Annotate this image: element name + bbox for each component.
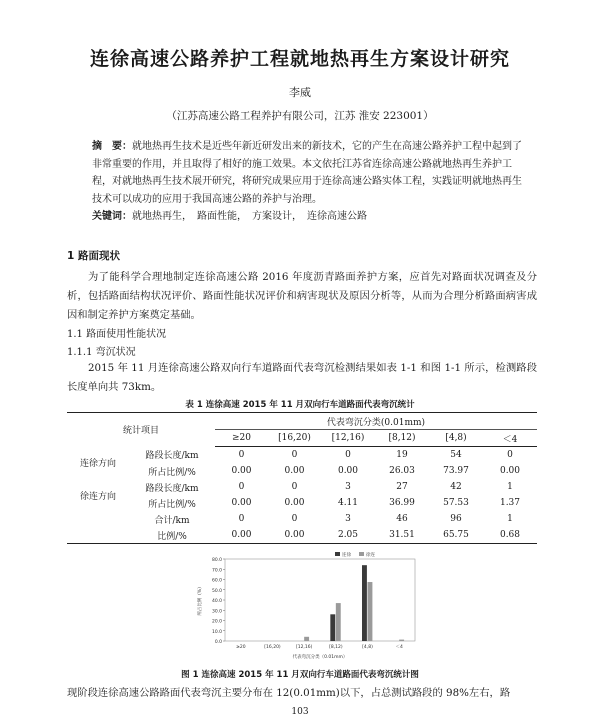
- section-heading-1-1-1: 1.1.1 弯沉状况: [67, 347, 136, 358]
- cell: 0: [238, 514, 245, 524]
- row-group: 徐连方向: [79, 491, 116, 502]
- cell: 0.00: [337, 466, 359, 476]
- y-tick-label: 10.0: [211, 629, 222, 635]
- cell: 0: [291, 450, 298, 460]
- bar-徐连-4: [368, 582, 373, 641]
- col-header: [12,16): [321, 430, 375, 447]
- table-row: [67, 495, 537, 511]
- cell: 0.00: [231, 466, 252, 476]
- legend-swatch-连徐: [335, 552, 340, 556]
- col-header: [16,20): [268, 430, 321, 447]
- paragraph-2: 2015 年 11 月连徐高速公路双向行车道路面代表弯沉检测结果如表 1-1 和图 1-1 所示，检测路段长度单向共 73km。: [67, 362, 537, 393]
- cell: 0: [238, 482, 245, 492]
- cell: 42: [450, 482, 462, 492]
- figure-caption: 图 1 连徐高速 2015 年 11 月双向行车道路面代表弯沉统计图: [181, 670, 419, 680]
- table-row: [67, 527, 537, 544]
- row-group: [67, 527, 129, 544]
- bar-徐连-5: [399, 640, 404, 641]
- y-tick-label: 80.0: [211, 558, 222, 563]
- abstract: [92, 138, 522, 208]
- cell: 54: [450, 450, 462, 460]
- x-tick-label: ≥20: [236, 645, 246, 650]
- legend-label-徐连: 徐连: [366, 553, 375, 558]
- row-item: 路段长度/km: [145, 451, 199, 462]
- table-row: [67, 479, 537, 495]
- cell: 0.00: [284, 466, 305, 476]
- page-number: 103: [291, 707, 309, 717]
- cell: 46: [396, 514, 408, 524]
- keywords: [92, 209, 522, 225]
- cell: 0: [291, 482, 298, 492]
- col-header: [4,8): [429, 430, 483, 447]
- row-item: 路段长度/km: [145, 483, 199, 494]
- x-tick-label: [12,16): [295, 645, 313, 650]
- keywords-label: 关键词：: [92, 211, 132, 222]
- cell: 1: [507, 514, 513, 524]
- col-header: ＜4: [483, 430, 537, 447]
- y-tick-label: 70.0: [211, 568, 222, 574]
- y-tick-label: 40.0: [211, 599, 222, 604]
- paper-title: 连徐高速公路养护工程就地热再生方案设计研究: [89, 48, 510, 70]
- y-tick-label: 20.0: [211, 619, 222, 625]
- section-heading-1-1: 1.1 路面使用性能状况: [67, 329, 167, 340]
- x-tick-label: [4,8): [362, 645, 373, 650]
- cell: 1: [507, 482, 513, 492]
- y-tick-label: 60.0: [211, 578, 222, 584]
- cell: 65.75: [429, 527, 483, 544]
- cell: 0.00: [231, 498, 252, 508]
- cell: 0: [345, 450, 351, 460]
- deflection-bar-chart: [185, 549, 421, 664]
- abstract-label: 摘 要：: [92, 141, 132, 152]
- cell: 73.97: [443, 466, 469, 476]
- row-item: 所占比例/%: [148, 467, 196, 478]
- stat-header: 统计项目: [67, 413, 215, 447]
- cell: 3: [345, 482, 351, 492]
- y-tick-label: 0.0: [214, 640, 222, 645]
- row-group: [67, 511, 129, 527]
- abstract-text: 就地热再生技术是近些年新近研发出来的新技术，它的产生在高速公路养护工程中起到了非常重要的作用，并且取得了相好的施工效果。本文依托江苏省连徐高速公路就地热再生养护工程，对就地热再生技术展开研究，将研究成果应用于连徐高速公路实体工程，实践证明就地热再生技术可以成功的应用于我国高速公路的养护与治理。: [92, 141, 522, 205]
- paragraph-3: 现阶段连徐高速公路路面代表弯沉主要分布在 12(0.01mm)以下，占总测试路段的 98%左右，路: [67, 687, 511, 699]
- cell: 4.11: [337, 498, 359, 508]
- col-header: ≥20: [215, 430, 268, 447]
- x-axis-label: 代表弯沉分类（0.01mm）: [292, 655, 348, 660]
- y-tick-label: 50.0: [211, 588, 222, 594]
- cell: 26.03: [389, 466, 415, 476]
- table-caption: 表 1 连徐高速 2015 年 11 月双向行车道路面代表弯沉统计: [185, 400, 415, 410]
- x-tick-label: ＜4: [395, 645, 403, 650]
- row-item: 合计/km: [154, 515, 190, 526]
- cell: 0: [238, 450, 245, 460]
- paragraph-1: 为了能科学合理地制定连徐高速公路 2016 年度沥青路面养护方案，应首先对路面状况调查及分析，包括路面结构状况评价、路面性能状况评价和病害现状及原因分析等，从而为合理分析路面病害成因和制定养护方案奠定基础。: [67, 271, 537, 321]
- bar-连徐-4: [362, 565, 367, 641]
- table-row: [67, 447, 537, 464]
- cell: 0.00: [284, 498, 305, 508]
- cell: 0.00: [215, 527, 268, 544]
- cell: 19: [396, 450, 408, 460]
- cell: 27: [396, 482, 408, 492]
- cell: 57.53: [443, 498, 469, 508]
- affiliation: （江苏高速公路工程养护有限公司，江苏 淮安 223001）: [166, 110, 434, 122]
- cell: 36.99: [389, 498, 415, 508]
- cell: 0: [291, 514, 298, 524]
- table-row: [67, 511, 537, 527]
- legend-swatch-徐连: [359, 552, 364, 556]
- cell: 3: [345, 514, 351, 524]
- bar-徐连-2: [304, 637, 309, 641]
- cell: 0.68: [483, 527, 537, 544]
- deflection-table: [67, 412, 537, 544]
- cell: 0.00: [499, 466, 521, 476]
- table-row: [67, 463, 537, 479]
- bar-连徐-3: [330, 614, 335, 641]
- plot-area: [225, 559, 415, 641]
- group-header: 代表弯沉分类(0.01mm): [215, 413, 537, 430]
- cell: 96: [450, 514, 462, 524]
- row-item: 所占比例/%: [148, 499, 196, 510]
- cell: 2.05: [321, 527, 375, 544]
- author-name: 李威: [289, 86, 311, 99]
- x-tick-label: [16,20): [264, 645, 281, 650]
- cell: 31.51: [375, 527, 429, 544]
- keywords-text: 就地热再生， 路面性能， 方案设计， 连徐高速公路: [132, 211, 367, 222]
- row-group: 连徐方向: [79, 459, 116, 470]
- legend-label-连徐: 连徐: [342, 553, 351, 558]
- section-heading-1: 1 路面现状: [67, 250, 120, 262]
- bar-徐连-3: [336, 603, 341, 641]
- x-tick-label: [8,12): [329, 645, 343, 650]
- cell: 1.37: [499, 498, 521, 508]
- col-header: [8,12): [375, 430, 429, 447]
- cell: 0.00: [268, 527, 321, 544]
- cell: 0: [507, 450, 513, 460]
- row-item: 比例/%: [129, 527, 215, 544]
- y-axis-label: 所占比例（%）: [198, 584, 203, 616]
- y-tick-label: 30.0: [211, 609, 222, 615]
